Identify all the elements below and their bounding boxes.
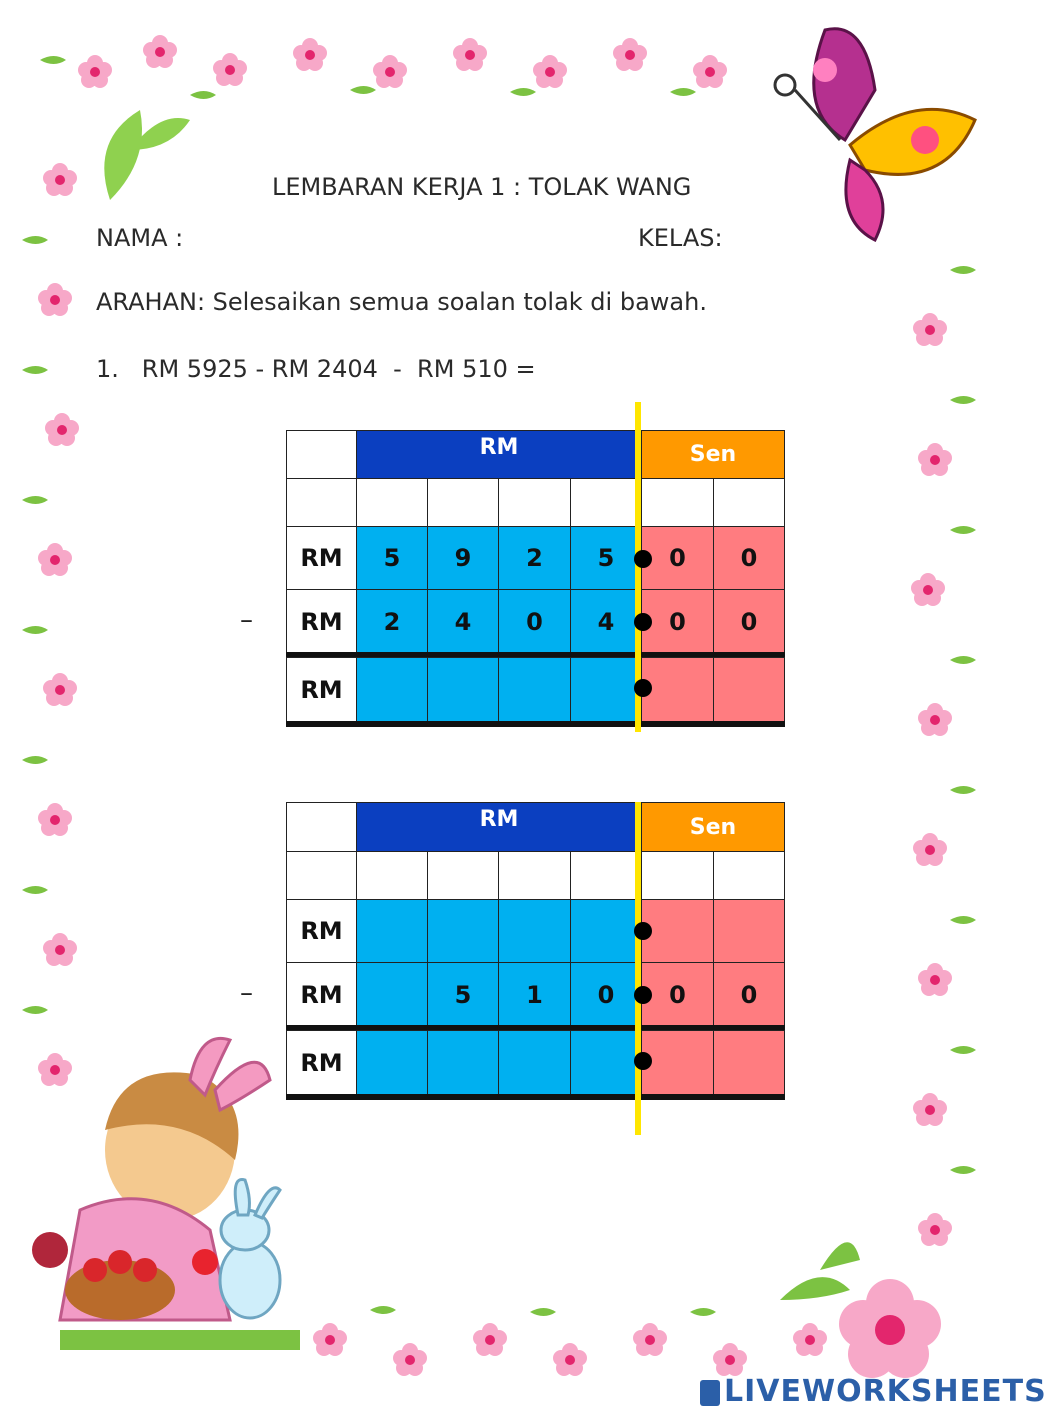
- carry-cell[interactable]: [498, 851, 571, 900]
- answer-cell[interactable]: [641, 657, 714, 723]
- answer-cell[interactable]: [498, 1030, 571, 1096]
- border-left: [22, 163, 79, 1086]
- header-sen: Sen: [641, 430, 785, 479]
- border-bottom: [313, 1306, 827, 1376]
- answer-cell[interactable]: [641, 1030, 714, 1096]
- digit-cell: 0: [498, 589, 571, 655]
- row-label-rm: RM: [286, 589, 357, 655]
- carry-cell[interactable]: [498, 478, 571, 527]
- question-1: 1. RM 5925 - RM 2404 - RM 510 =: [96, 355, 536, 383]
- answer-cell[interactable]: [570, 1030, 642, 1096]
- kelas-label: KELAS:: [638, 224, 723, 252]
- leaf-top-left: [104, 110, 142, 200]
- carry-cell[interactable]: [570, 478, 642, 527]
- digit-cell: 5: [427, 962, 499, 1028]
- sen-cell: 0: [713, 589, 785, 655]
- carry-cell[interactable]: [641, 851, 714, 900]
- liveworksheets-logo-icon: [700, 1380, 720, 1406]
- instruction-text: ARAHAN: Selesaikan semua soalan tolak di bawah.: [96, 288, 707, 316]
- carry-cell[interactable]: [286, 851, 357, 900]
- row-label-rm: RM: [286, 526, 357, 590]
- decimal-point: [634, 679, 652, 697]
- row-label-rm: RM: [286, 657, 357, 723]
- digit-cell: 9: [427, 526, 499, 590]
- sen-cell: 0: [713, 962, 785, 1028]
- input-cell[interactable]: [427, 899, 499, 963]
- answer-cell[interactable]: [427, 657, 499, 723]
- border-right: [911, 266, 976, 1246]
- border-flowers-top: [78, 35, 727, 88]
- answer-cell[interactable]: [570, 657, 642, 723]
- digit-cell: 5: [570, 526, 642, 590]
- girl-with-bunny-illustration: [32, 1038, 300, 1350]
- row-label-rm: RM: [286, 1030, 357, 1096]
- decimal-point: [634, 1052, 652, 1070]
- minus-sign: –: [240, 978, 253, 1008]
- carry-cell[interactable]: [641, 478, 714, 527]
- butterfly-icon: [775, 29, 975, 240]
- header-sen: Sen: [641, 802, 785, 852]
- header-rm: RM: [356, 802, 642, 852]
- input-cell[interactable]: [356, 899, 428, 963]
- digit-cell: 4: [570, 589, 642, 655]
- input-cell[interactable]: [713, 899, 785, 963]
- sen-cell: 0: [641, 589, 714, 655]
- answer-cell[interactable]: [356, 657, 428, 723]
- border-leaves-top: [40, 56, 696, 99]
- answer-cell[interactable]: [498, 657, 571, 723]
- digit-cell: 4: [427, 589, 499, 655]
- digit-cell: 5: [356, 526, 428, 590]
- decimal-point: [634, 550, 652, 568]
- large-flower-bottom-right: [839, 1279, 941, 1378]
- sen-cell: 0: [713, 526, 785, 590]
- answer-cell[interactable]: [356, 1030, 428, 1096]
- input-cell[interactable]: [570, 899, 642, 963]
- carry-cell[interactable]: [713, 851, 785, 900]
- digit-cell: [356, 962, 428, 1028]
- answer-cell[interactable]: [713, 1030, 785, 1096]
- digit-cell: 2: [356, 589, 428, 655]
- liveworksheets-brand: LIVEWORKSHEETS: [724, 1374, 1047, 1409]
- carry-cell[interactable]: [713, 478, 785, 527]
- answer-cell[interactable]: [713, 657, 785, 723]
- worksheet-title: LEMBARAN KERJA 1 : TOLAK WANG: [272, 173, 692, 201]
- carry-cell[interactable]: [427, 851, 499, 900]
- nama-label: NAMA :: [96, 224, 184, 252]
- row-label-rm: RM: [286, 899, 357, 963]
- carry-cell[interactable]: [356, 478, 428, 527]
- decimal-point: [634, 986, 652, 1004]
- decimal-point: [634, 613, 652, 631]
- bottom-line: [286, 721, 785, 727]
- answer-cell[interactable]: [427, 1030, 499, 1096]
- carry-cell[interactable]: [427, 478, 499, 527]
- decimal-point: [634, 922, 652, 940]
- corner-cell: [286, 430, 357, 479]
- carry-cell[interactable]: [356, 851, 428, 900]
- carry-cell[interactable]: [286, 478, 357, 527]
- decimal-divider: [635, 802, 641, 1135]
- header-rm: RM: [356, 430, 642, 479]
- sen-cell: 0: [641, 526, 714, 590]
- row-label-rm: RM: [286, 962, 357, 1028]
- digit-cell: 1: [498, 962, 571, 1028]
- carry-cell[interactable]: [570, 851, 642, 900]
- minus-sign: –: [240, 605, 253, 635]
- sen-cell: 0: [641, 962, 714, 1028]
- input-cell[interactable]: [498, 899, 571, 963]
- corner-cell: [286, 802, 357, 852]
- digit-cell: 0: [570, 962, 642, 1028]
- digit-cell: 2: [498, 526, 571, 590]
- bottom-line: [286, 1094, 785, 1100]
